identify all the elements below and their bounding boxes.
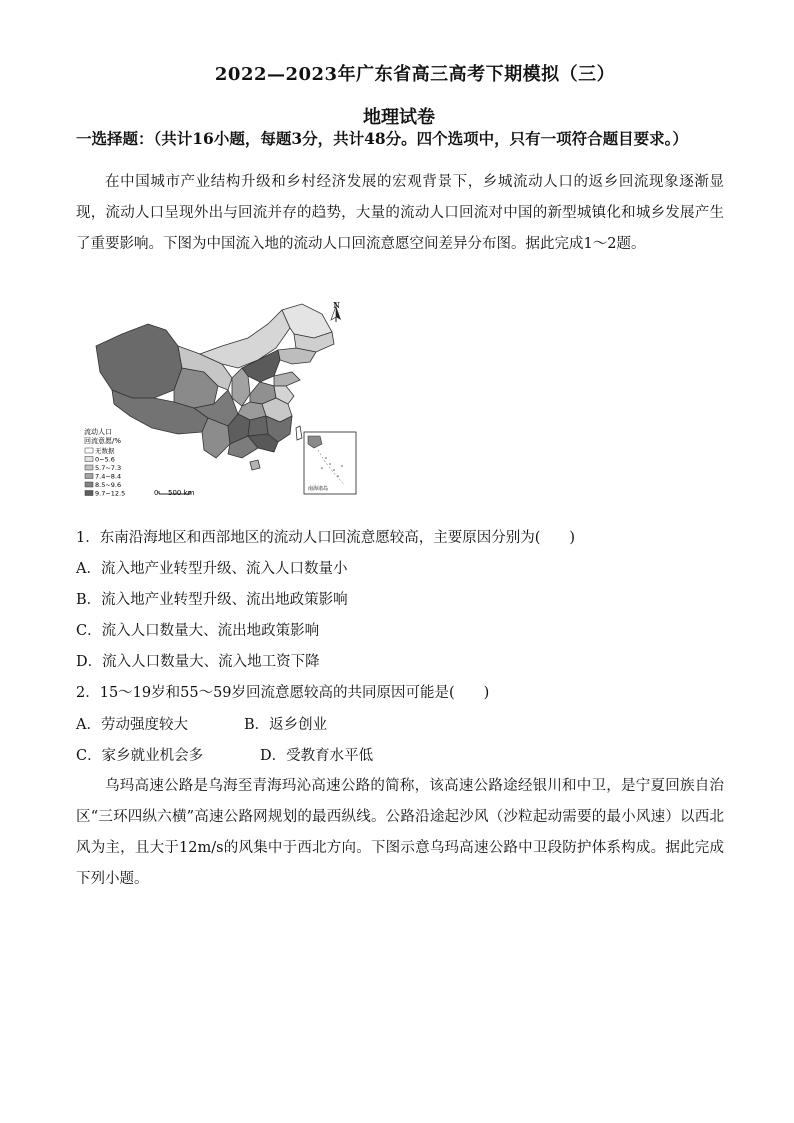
- legend-title: 回流意愿/%: [84, 437, 122, 445]
- legend-swatch: [85, 448, 93, 453]
- scale-zero: 0: [154, 489, 159, 497]
- question-1-stem: 1．东南沿海地区和西部地区的流动人口回流意愿较高，主要原因分别为( ): [76, 530, 576, 546]
- north-label: N: [333, 301, 340, 310]
- question-1-option-d[interactable]: D．流入人口数量大、流入地工资下降: [76, 654, 320, 670]
- exam-subtitle: 地理试卷: [363, 107, 435, 128]
- legend-label: 7.4~8.4: [95, 472, 122, 481]
- legend-swatch: [85, 482, 93, 487]
- question-2-option-a[interactable]: A．劳动强度较大: [76, 717, 188, 733]
- legend-label: 8.5~9.6: [95, 481, 122, 489]
- inset-label: 南海诸岛: [308, 486, 329, 492]
- legend-label: 0~5.6: [95, 455, 115, 464]
- legend-label: 无数据: [95, 447, 115, 455]
- map-region-heilongjiang: [282, 304, 332, 338]
- scale-label: 500 km: [168, 489, 195, 497]
- question-2-option-c[interactable]: C．家乡就业机会多: [76, 748, 204, 764]
- map-region-taiwan: [296, 426, 302, 440]
- legend-label: 5.7~7.3: [95, 464, 122, 472]
- exam-title: 2022—2023年广东省高三高考下期模拟（三）: [214, 64, 616, 85]
- map-region-xinjiang: [96, 324, 182, 398]
- question-2-option-b[interactable]: B．返乡创业: [244, 717, 328, 733]
- map-region-shandong: [274, 372, 300, 386]
- section-heading: 一选择题：（共计16小题，每题3分，共计48分。四个选项中，只有一项符合题目要求。）: [76, 129, 688, 148]
- legend-swatch: [85, 465, 93, 470]
- question-2-stem: 2．15～19岁和55～59岁回流意愿较高的共同原因可能是( ): [76, 685, 490, 701]
- legend-label: 9.7~12.5: [95, 489, 126, 498]
- legend-swatch: [85, 457, 93, 462]
- legend-swatch: [85, 474, 93, 479]
- map-region-hainan: [250, 460, 260, 470]
- question-1-option-b[interactable]: B．流入地产业转型升级、流出地政策影响: [76, 592, 348, 608]
- legend-title: 流动人口: [84, 428, 112, 436]
- question-2-option-d[interactable]: D．受教育水平低: [260, 748, 374, 764]
- legend-swatch: [85, 491, 93, 496]
- legend-items: [85, 446, 125, 498]
- passage-2: 乌玛高速公路是乌海至青海玛沁高速公路的简称，该高速公路途经银川和中卫，是宁夏回族自治区“三环四纵六横”高速公路网规划的最西纵线。公路沿途起沙风（沙粒起动需要的最小风速）以西北风为主，且大于12m/s的风集中于西北方向。下图示意乌玛高速公路中卫段防护体系构成。据此完成下列小题。: [76, 778, 724, 887]
- china-map-figure: [82, 298, 372, 508]
- passage-1: 在中国城市产业结构升级和乡村经济发展的宏观背景下，乡城流动人口的返乡回流现象逐渐显现，流动人口呈现外出与回流并存的趋势，大量的流动人口回流对中国的新型城镇化和城乡发展产生了重要影响。下图为中国流入地的流动人口回流意愿空间差异分布图。据此完成1～2题。: [76, 174, 724, 252]
- question-1-option-c[interactable]: C．流入人口数量大、流出地政策影响: [76, 623, 320, 639]
- question-1-option-a[interactable]: A．流入地产业转型升级、流入人口数量小: [76, 561, 348, 577]
